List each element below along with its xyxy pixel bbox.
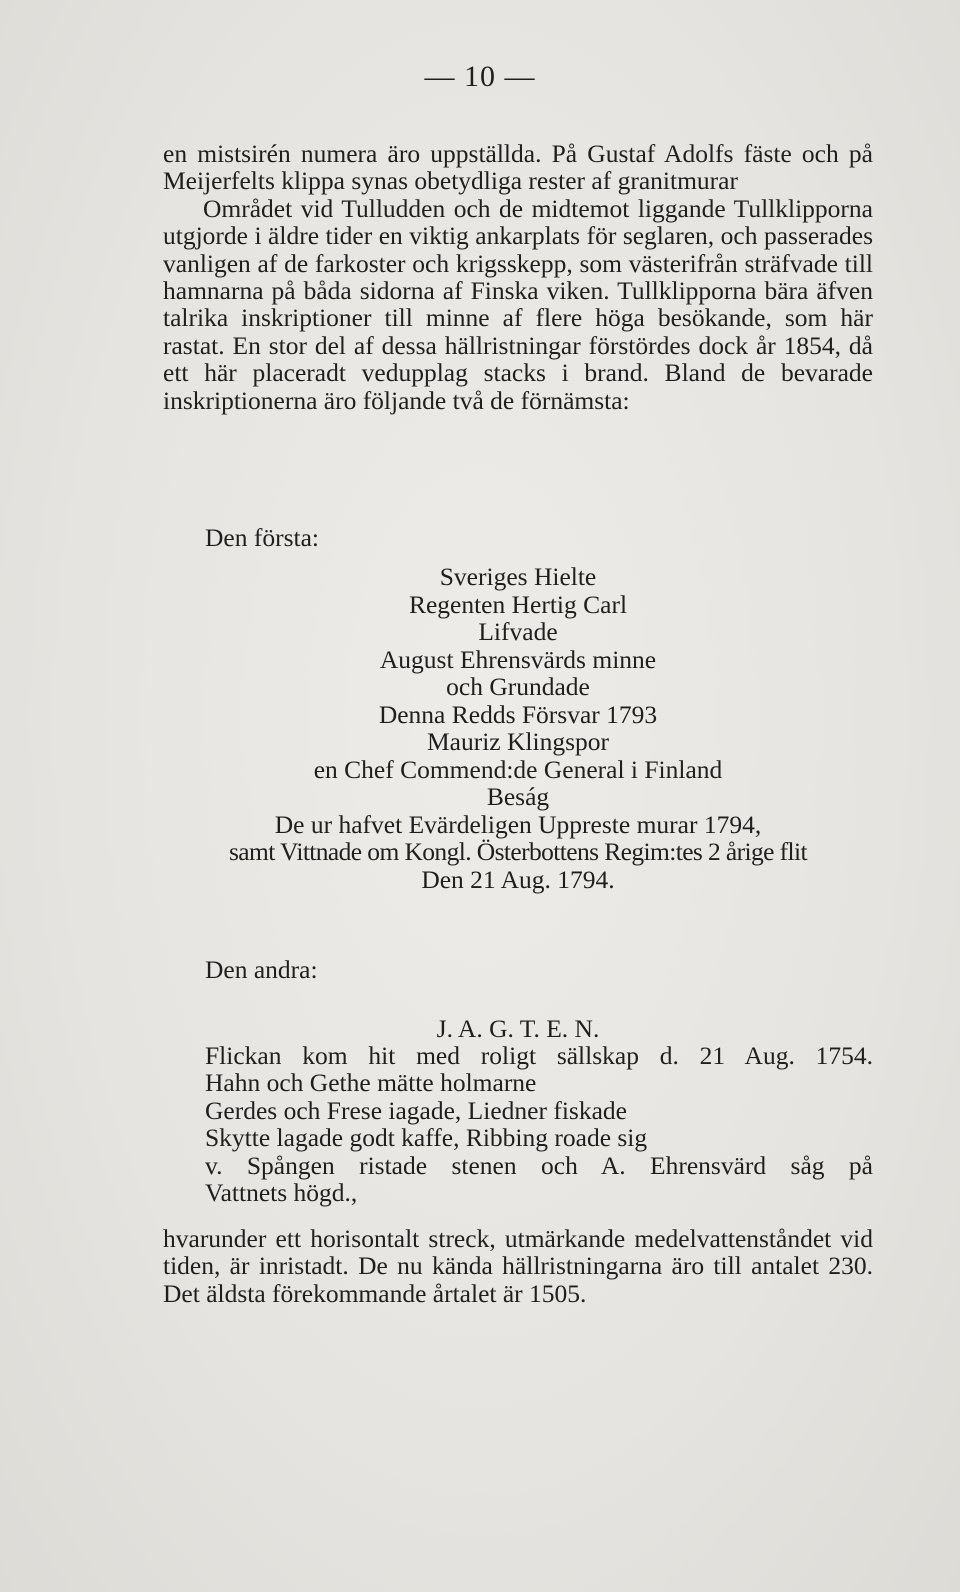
intro-paragraph-2: Området vid Tulludden och de midtemot liggande Tullklipporna utgjorde i äldre tider en viktig ankarplats för seglaren, och passerades vanligen af de farkoster och krigsskepp, som västerifrån sträfvade till hamnarna på båda sidorna af Finska viken. Tullklipporna bära äfven talrika inskriptioner till minne af flere höga besökande, som här rastat. En stor del af dessa hällristningar förstördes dock år 1854, då ett här placeradt vedupplag stacks i brand. Bland de bevarade inskriptionerna äro följande två de förnämsta: xyxy=(163,193,873,415)
inscription-line: August Ehrensvärds minne xyxy=(379,644,657,674)
inscription-line: Lifvade xyxy=(478,617,558,646)
inscription-line: v. Spången ristade stenen och A. Ehrensvärd såg på xyxy=(205,1150,873,1180)
inscription-line: Skytte lagade godt kaffe, Ribbing roade sig xyxy=(205,1123,648,1153)
first-inscription-label: Den första: xyxy=(205,523,320,552)
inscription-line: Regenten Hertig Carl xyxy=(408,589,628,619)
second-inscription-label: Den andra: xyxy=(205,955,318,984)
first-inscription xyxy=(163,563,873,893)
intro-text xyxy=(163,140,873,414)
inscription-line: Gerdes och Frese iagade, Liedner fiskade xyxy=(205,1095,627,1125)
ending-paragraph: hvarunder ett horisontalt streck, utmärkande medelvattenståndet vid tiden, är inristadt. De nu kända hällristningarna äro till antalet 230. Det äldsta förekommande årtalet är 1505. xyxy=(163,1224,873,1308)
inscription-line: en Chef Commend:de General i Finland xyxy=(313,754,723,784)
page-number: — 10 — xyxy=(424,60,536,93)
inscription-line: Denna Redds Försvar 1793 xyxy=(378,699,658,729)
inscription-line: Sveriges Hielte xyxy=(439,562,597,591)
inscription-line: Den 21 Aug. 1794. xyxy=(421,864,615,894)
inscription-line: Mauriz Klingspor xyxy=(426,727,609,756)
inscription-line: Vattnets högd., xyxy=(205,1178,358,1208)
inscription-line: Flickan kom hit med roligt sällskap d. 21 Aug. 1754. xyxy=(205,1041,873,1070)
second-inscription xyxy=(205,1042,873,1206)
ending-text xyxy=(163,1225,873,1307)
intro-paragraph-1: en mistsirén numera äro uppställda. På Gustaf Adolfs fäste och på Meijerfelts klippa synas obetydliga rester af granitmurar xyxy=(163,139,873,196)
inscription-line: och Grundade xyxy=(446,672,590,701)
inscription-line: Hahn och Gethe mätte holmarne xyxy=(205,1068,537,1098)
inscription-line: Beság xyxy=(486,782,550,811)
inscription-line: samt Vittnade om Kongl. Österbottens Regim:tes 2 årige flit xyxy=(228,837,808,866)
second-inscription-heading: J. A. G. T. E. N. xyxy=(436,1014,600,1043)
inscription-line: De ur hafvet Evärdeligen Uppreste murar 1794, xyxy=(274,809,762,839)
